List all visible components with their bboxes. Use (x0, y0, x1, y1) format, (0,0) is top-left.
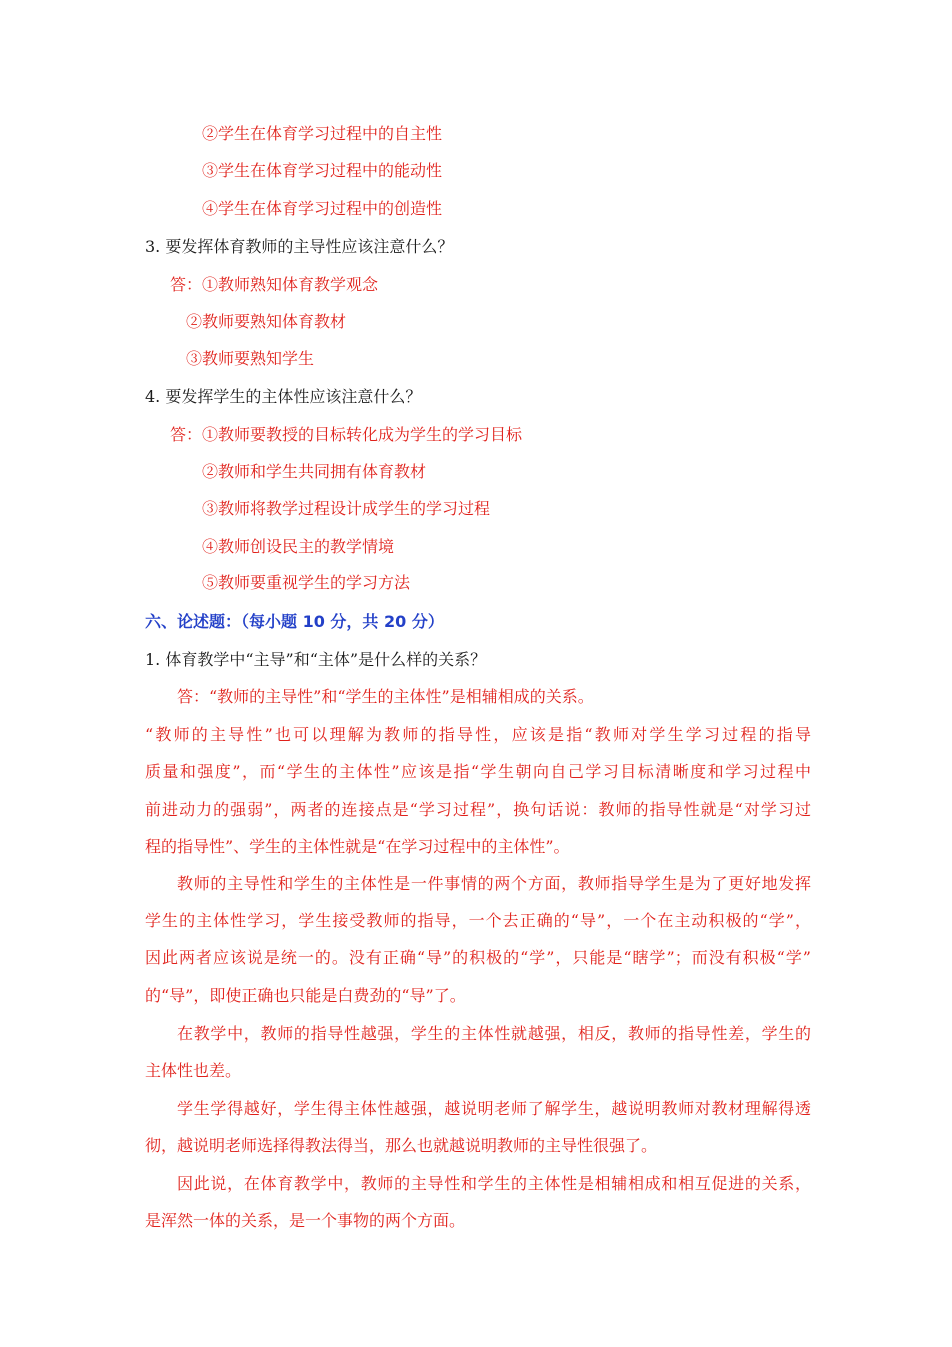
answer-paragraph-line: 程的指导性”、学生的主体性就是“在学习过程中的主体性”。 (145, 837, 570, 856)
answer-paragraph-line: 在教学中，教师的指导性越强，学生的主体性就越强，相反，教师的指导性差，学生的 (177, 1024, 811, 1043)
answer-paragraph-line: 主体性也差。 (145, 1061, 242, 1080)
answer-paragraph-line: 质量和强度”，而“学生的主体性”应该是指“学生朝向自己学习目标清晰度和学习过程中 (145, 762, 811, 781)
question-3: 3. 要发挥体育教师的主导性应该注意什么？ (145, 237, 454, 256)
list-item: ②教师要熟知体育教材 (186, 312, 347, 331)
answer-paragraph-line: 答：“教师的主导性”和“学生的主体性”是相辅相成的关系。 (177, 687, 594, 706)
answer-prefix: 答： (170, 425, 203, 444)
list-item: ②教师和学生共同拥有体育教材 (202, 462, 427, 481)
question-4: 4. 要发挥学生的主体性应该注意什么？ (145, 387, 422, 406)
answer-prefix: 答： (170, 275, 203, 294)
answer-paragraph-line: 学生的主体性学习，学生接受教师的指导，一个去正确的“导”，一个在主动积极的“学”， (145, 911, 811, 930)
list-item: ③学生在体育学习过程中的能动性 (202, 161, 443, 180)
list-item: ③教师要熟知学生 (186, 349, 315, 368)
answer-paragraph-line: 前进动力的强弱”，两者的连接点是“学习过程”，换句话说：教师的指导性就是“对学习过 (145, 800, 811, 819)
list-item: ④教师创设民主的教学情境 (202, 537, 395, 556)
list-item: ⑤教师要重视学生的学习方法 (202, 573, 411, 592)
list-item: ①教师要教授的目标转化成为学生的学习目标 (202, 425, 523, 444)
list-item: ②学生在体育学习过程中的自主性 (202, 124, 443, 143)
list-item: ①教师熟知体育教学观念 (202, 275, 379, 294)
answer-paragraph-line: 因此两者应该说是统一的。没有正确“导”的积极的“学”，只能是“瞎学”；而没有积极“学” (145, 948, 811, 967)
list-item: ④学生在体育学习过程中的创造性 (202, 199, 443, 218)
answer-paragraph-line: 教师的主导性和学生的主体性是一件事情的两个方面，教师指导学生是为了更好地发挥 (177, 874, 811, 893)
answer-paragraph-line: 因此说，在体育教学中，教师的主导性和学生的主体性是相辅相成和相互促进的关系， (177, 1174, 811, 1193)
answer-paragraph-line: 学生学得越好，学生得主体性越强，越说明老师了解学生，越说明教师对教材理解得透 (177, 1099, 811, 1118)
essay-question-1: 1. 体育教学中“主导”和“主体”是什么样的关系？ (145, 650, 487, 669)
answer-paragraph-line: 彻，越说明老师选择得教法得当，那么也就越说明教师的主导性很强了。 (145, 1136, 658, 1155)
section-heading: 六、论述题：（每小题 10 分，共 20 分） (145, 612, 444, 631)
answer-paragraph-line: 的“导”，即使正确也只能是白费劲的“导”了。 (145, 986, 466, 1005)
answer-paragraph-line: “教师的主导性”也可以理解为教师的指导性，应该是指“教师对学生学习过程的指导 (145, 725, 811, 744)
list-item: ③教师将教学过程设计成学生的学习过程 (202, 499, 491, 518)
answer-paragraph-line: 是浑然一体的关系，是一个事物的两个方面。 (145, 1211, 466, 1230)
